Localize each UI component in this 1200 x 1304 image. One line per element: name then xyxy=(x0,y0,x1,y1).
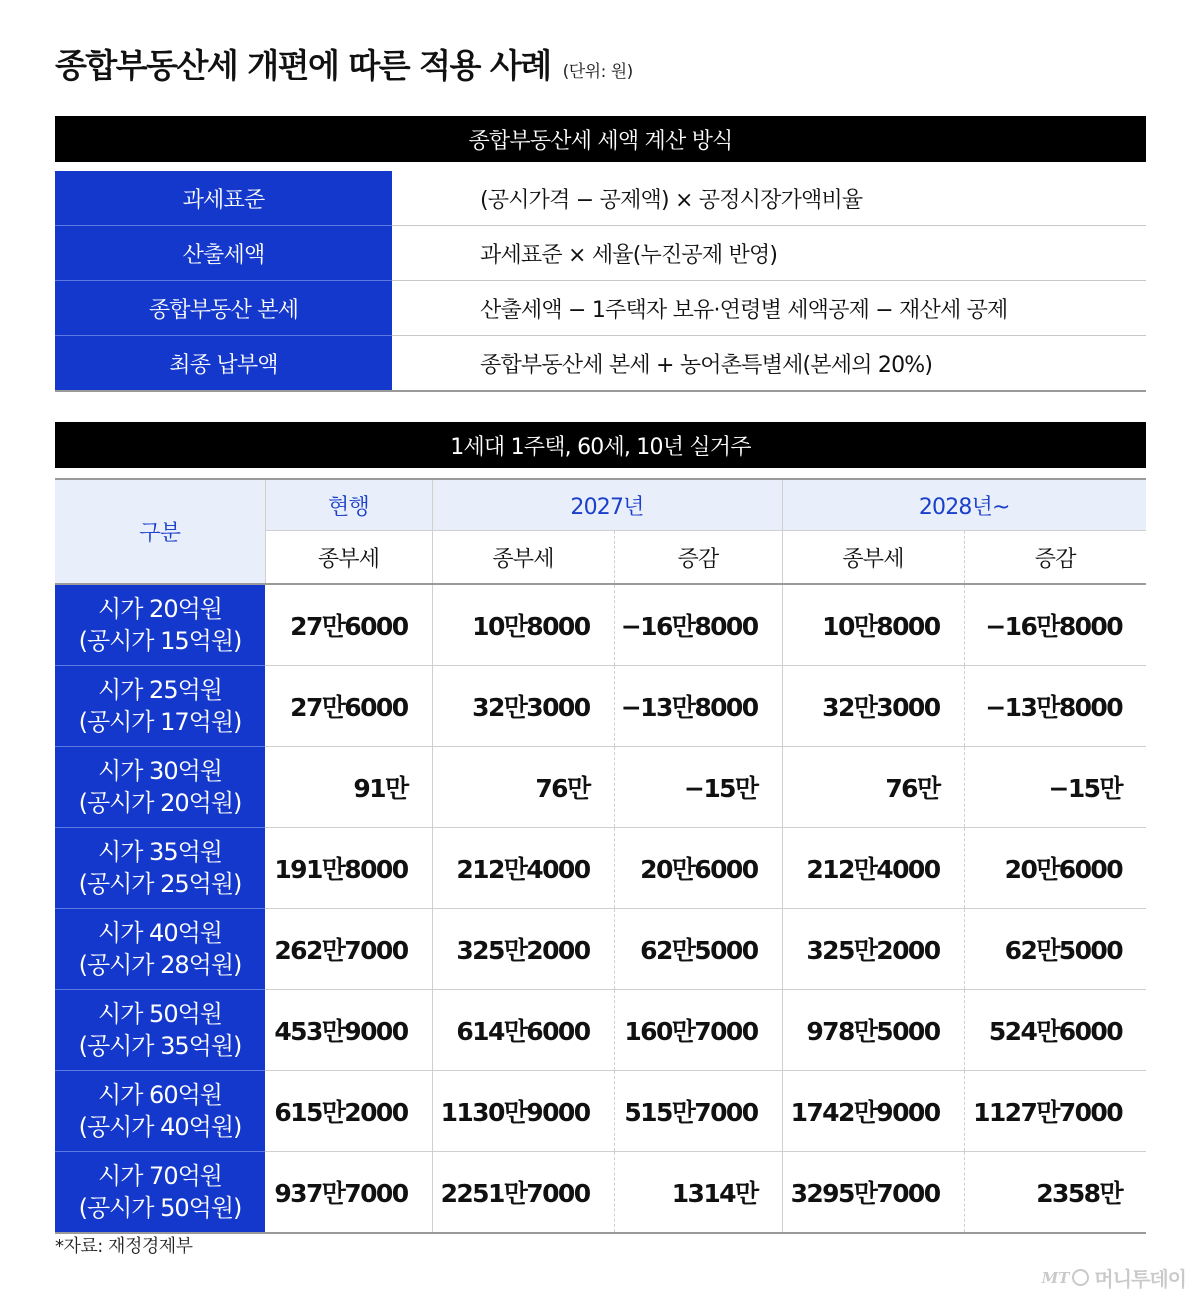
cell-value: 27만6000 xyxy=(265,666,432,747)
table-row xyxy=(55,1071,1146,1152)
method-desc: 과세표준 × 세율(누진공제 반영) xyxy=(392,226,1146,281)
cell-value: 3295만7000 xyxy=(782,1152,964,1234)
cell-value: 191만8000 xyxy=(265,828,432,909)
cell-change: −13만8000 xyxy=(614,666,782,747)
col-gubun: 구분 xyxy=(55,479,265,584)
cell-value: 1742만9000 xyxy=(782,1071,964,1152)
logo-ring-icon xyxy=(1072,1269,1089,1286)
cell-value: 937만7000 xyxy=(265,1152,432,1234)
cell-value: 212만4000 xyxy=(782,828,964,909)
row-label xyxy=(55,909,265,990)
subcol-tax: 종부세 xyxy=(432,531,614,585)
row-label xyxy=(55,666,265,747)
table-row xyxy=(55,828,1146,909)
logo-mark: MT xyxy=(1041,1268,1070,1287)
unit-note: (단위: 원) xyxy=(562,62,633,82)
method-row xyxy=(55,226,1146,281)
cell-change: −13만8000 xyxy=(964,666,1146,747)
cell-change: −15만 xyxy=(964,747,1146,828)
cell-value: 76만 xyxy=(432,747,614,828)
row-label-price: 시가 35억원 xyxy=(98,838,222,866)
cell-change: 1314만 xyxy=(614,1152,782,1234)
case-table xyxy=(55,478,1146,1234)
case-header: 1세대 1주택, 60세, 10년 실거주 xyxy=(55,422,1146,468)
cell-value: 615만2000 xyxy=(265,1071,432,1152)
table-row xyxy=(55,909,1146,990)
group-current: 현행 xyxy=(265,479,432,531)
row-label-official: (공시가 28억원) xyxy=(78,951,242,979)
cell-value: 212만4000 xyxy=(432,828,614,909)
table-row xyxy=(55,666,1146,747)
cell-value: 614만6000 xyxy=(432,990,614,1071)
cell-value: 325만2000 xyxy=(432,909,614,990)
method-desc: (공시가격 − 공제액) × 공정시장가액비율 xyxy=(392,171,1146,226)
logo-name: 머니투데이 xyxy=(1094,1267,1186,1291)
cell-value: 10만8000 xyxy=(782,584,964,666)
cell-value: 76만 xyxy=(782,747,964,828)
method-label: 산출세액 xyxy=(55,226,392,281)
cell-value: 978만5000 xyxy=(782,990,964,1071)
cell-change: 20만6000 xyxy=(614,828,782,909)
table-row xyxy=(55,1152,1146,1234)
method-header: 종합부동산세 세액 계산 방식 xyxy=(55,116,1146,162)
cell-value: 27만6000 xyxy=(265,584,432,666)
table-row xyxy=(55,747,1146,828)
row-label-price: 시가 25억원 xyxy=(98,676,222,704)
cell-value: 10만8000 xyxy=(432,584,614,666)
method-table xyxy=(55,171,1146,392)
cell-change: 515만7000 xyxy=(614,1071,782,1152)
method-label: 최종 납부액 xyxy=(55,336,392,392)
cell-value: 32만3000 xyxy=(782,666,964,747)
cell-value: 2251만7000 xyxy=(432,1152,614,1234)
method-row xyxy=(55,281,1146,336)
row-label xyxy=(55,1152,265,1234)
row-label-official: (공시가 40억원) xyxy=(78,1113,242,1141)
row-label xyxy=(55,1071,265,1152)
row-label-price: 시가 60억원 xyxy=(98,1081,222,1109)
cell-value: 32만3000 xyxy=(432,666,614,747)
row-label-price: 시가 30억원 xyxy=(98,757,222,785)
cell-change: 524만6000 xyxy=(964,990,1146,1071)
cell-value: 325만2000 xyxy=(782,909,964,990)
cell-value: 1130만9000 xyxy=(432,1071,614,1152)
subcol-change: 증감 xyxy=(614,531,782,585)
row-label-price: 시가 50억원 xyxy=(98,1000,222,1028)
cell-change: 62만5000 xyxy=(964,909,1146,990)
cell-value: 91만 xyxy=(265,747,432,828)
row-label-official: (공시가 50억원) xyxy=(78,1194,242,1222)
cell-value: 453만9000 xyxy=(265,990,432,1071)
method-desc: 종합부동산세 본세 + 농어촌특별세(본세의 20%) xyxy=(392,336,1146,392)
row-label-price: 시가 70억원 xyxy=(98,1162,222,1190)
cell-change: −15만 xyxy=(614,747,782,828)
table-row xyxy=(55,990,1146,1071)
table-row xyxy=(55,584,1146,666)
cell-change: 160만7000 xyxy=(614,990,782,1071)
cell-value: 262만7000 xyxy=(265,909,432,990)
page-title: 종합부동산세 개편에 따른 적용 사례 xyxy=(55,46,551,85)
method-row xyxy=(55,336,1146,392)
row-label-price: 시가 20억원 xyxy=(98,595,222,623)
publisher-logo xyxy=(1042,1263,1186,1292)
row-label-official: (공시가 20억원) xyxy=(78,789,242,817)
row-label xyxy=(55,747,265,828)
method-row xyxy=(55,171,1146,226)
row-label-official: (공시가 25억원) xyxy=(78,870,242,898)
source-note: *자료: 재정경제부 xyxy=(55,1236,193,1257)
title-row xyxy=(55,40,633,87)
group-2027: 2027년 xyxy=(432,479,782,531)
cell-change: −16만8000 xyxy=(614,584,782,666)
cell-change: 20만6000 xyxy=(964,828,1146,909)
row-label-official: (공시가 15억원) xyxy=(78,627,242,655)
cell-change: −16만8000 xyxy=(964,584,1146,666)
method-desc: 산출세액 − 1주택자 보유·연령별 세액공제 − 재산세 공제 xyxy=(392,281,1146,336)
cell-change: 1127만7000 xyxy=(964,1071,1146,1152)
group-2028: 2028년~ xyxy=(782,479,1146,531)
row-label xyxy=(55,828,265,909)
row-label xyxy=(55,990,265,1071)
method-label: 과세표준 xyxy=(55,171,392,226)
row-label-price: 시가 40억원 xyxy=(98,919,222,947)
subcol-tax: 종부세 xyxy=(265,531,432,585)
row-label-official: (공시가 17억원) xyxy=(78,708,242,736)
cell-change: 62만5000 xyxy=(614,909,782,990)
row-label-official: (공시가 35억원) xyxy=(78,1032,242,1060)
subcol-tax: 종부세 xyxy=(782,531,964,585)
subcol-change: 증감 xyxy=(964,531,1146,585)
method-label: 종합부동산 본세 xyxy=(55,281,392,336)
cell-change: 2358만 xyxy=(964,1152,1146,1234)
row-label xyxy=(55,584,265,666)
